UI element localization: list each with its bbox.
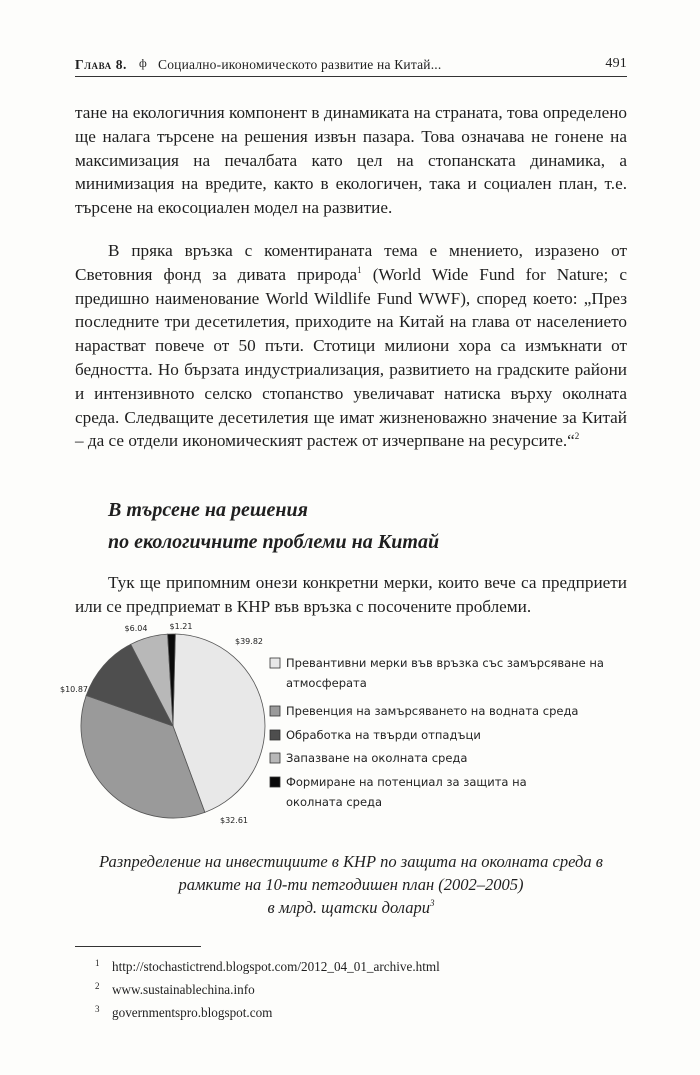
header-separator-icon: ф [139,56,147,70]
page-number: 491 [605,56,627,71]
footnote-3 [95,1001,615,1024]
running-header [75,54,627,76]
section-heading [108,494,588,558]
paragraph-3-text: Тук ще припомним онези конкретни мерки, които вече са предприети или се предприемат в КНР във връзка с посочените проблеми. [75,573,627,616]
legend-swatch [270,706,280,716]
pie-chart-svg [60,620,620,835]
footnotes [95,955,615,1024]
legend-swatch [270,777,280,787]
caption-line-2: рамките на 10-ти петгодишен план (2002–2005) [178,875,524,894]
footnote-ref-1: 1 [357,264,362,275]
figure-caption [75,850,627,919]
paragraph-1-text: тане на екологичния компонент в динамиката на страната, това определено ще налага търсене на решения извън пазара. Това означава не гонене на максимизация на печалбата като цел на стопанската динамика, а минимизация на вредите, както в екологичен, така и социален план, т.е. търсене на екосоциален модел на развитие. [75,103,627,218]
legend-label: околната среда [286,795,383,809]
slice-value-label: $10.87 [60,685,88,694]
footnote-mark: 3 [95,1004,100,1014]
paragraph-2 [75,239,627,453]
legend-label: Превантивни мерки във връзка със замърсяване на [286,656,604,670]
paragraph-3 [75,571,627,619]
legend-swatch [270,658,280,668]
legend-swatch [270,730,280,740]
slice-value-label: $1.21 [169,622,193,631]
footnote-mark: 1 [95,958,100,968]
legend-label: Превенция на замърсяването на водната среда [286,704,579,718]
caption-line-3-text: в млрд. щатски долари [267,898,430,917]
legend-swatch [270,753,280,763]
section-heading-line-1: В търсене на решения [108,499,308,521]
footnote-ref-3: 3 [429,898,435,908]
slice-value-label: $39.82 [235,637,263,646]
slice-value-label: $32.61 [220,816,248,825]
legend-label: Обработка на твърди отпадъци [286,728,481,742]
legend-label: атмосферата [286,676,367,690]
footnote-1 [95,955,615,978]
slice-value-label: $6.04 [124,624,148,633]
running-title: Социално-икономическото развитие на Китай... [158,57,442,72]
footnote-ref-2: 2 [574,431,580,442]
caption-line-1: Разпределение на инвестициите в КНР по защита на околната среда в [99,852,603,871]
caption-line-3 [75,896,627,919]
footnote-2 [95,978,615,1001]
header-rule [75,76,627,77]
footnote-mark: 2 [95,981,100,991]
paragraph-2-part-1: В пряка връзка с коментираната тема е мнението, изразено от Световния фонд за дивата природа [75,241,627,284]
paragraph-2-text [75,239,627,453]
paragraph-1 [75,101,627,220]
legend-label: Формиране на потенциал за защита на [286,775,527,789]
paragraph-2-part-2: (World Wide Fund for Nature; с предишно наименование World Wildlife Fund WWF), според което: „През последните три десетилетия, приходите на Китай на глава от населението нарастват повече от 50 пъти. Стотици милиони хора са измъкнати от бедността. Но бързата индустриализация, развитието на градските райони и интензивното селско стопанство увеличават натиска върху околната среда. Следващите десетилетия ще имат жизненоважно значение за Китай – да се отдели икономическият растеж от изчерпване на ресурсите.“ [75,264,627,451]
legend-label: Запазване на околната среда [286,751,468,765]
chapter-label: Глава 8. [75,57,128,72]
footnote-rule [75,946,201,947]
footnote-text: www.sustainablechina.info [112,982,255,997]
section-heading-line-2: по екологичните проблеми на Китай [108,531,440,553]
footnote-text: http://stochastictrend.blogspot.com/2012_04_01_archive.html [112,959,440,974]
pie-chart [60,620,620,835]
footnote-text: governmentspro.blogspot.com [112,1005,273,1020]
